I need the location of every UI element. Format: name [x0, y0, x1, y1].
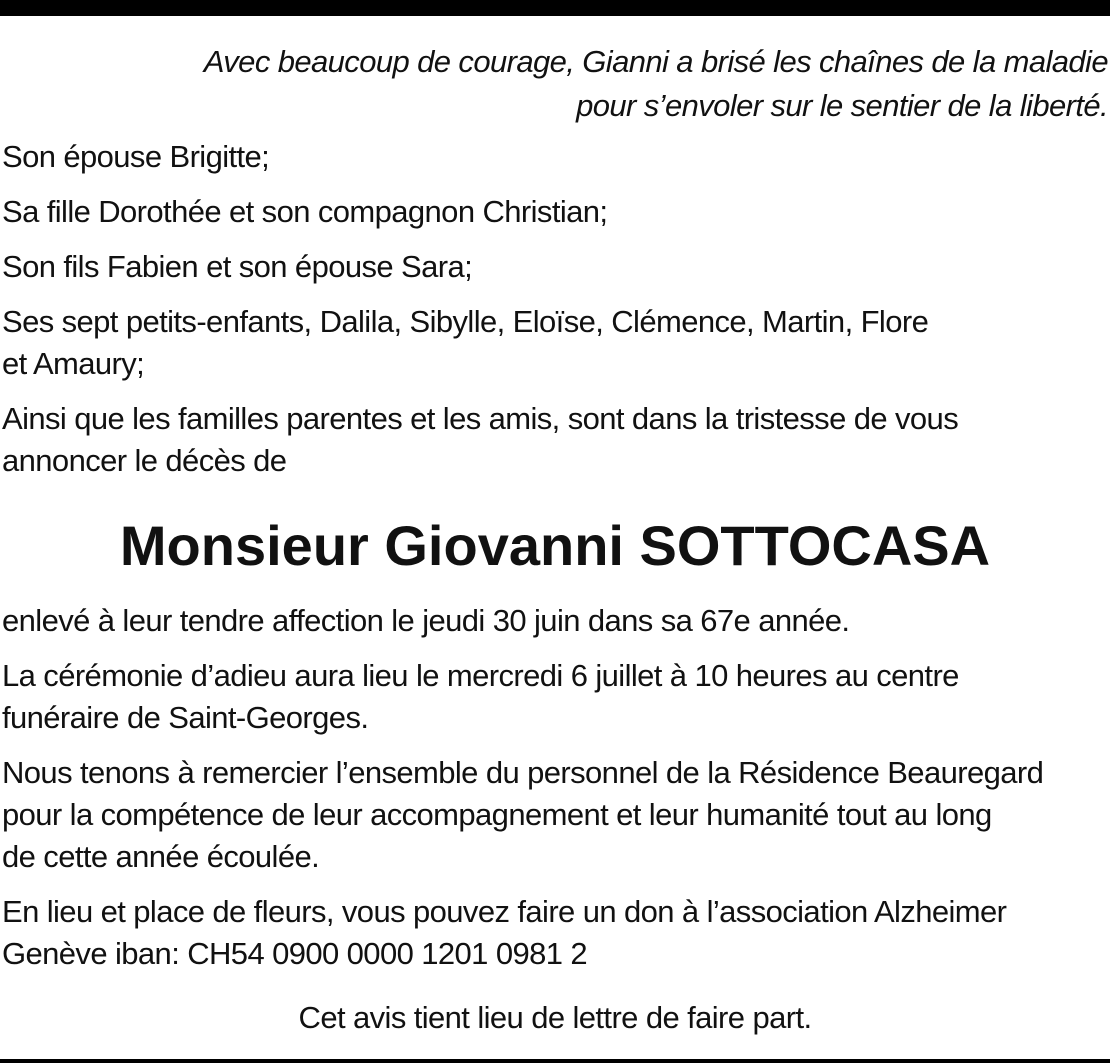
- thanks-paragraph: [2, 752, 1108, 878]
- ceremony-line-1: La cérémonie d’adieu aura lieu le mercredi 6 juillet à 10 heures au centre: [2, 658, 959, 693]
- epigraph-line-1: Avec beaucoup de courage, Gianni a brisé les chaînes de la maladie: [203, 44, 1108, 79]
- closing-note: Cet avis tient lieu de lettre de faire part.: [298, 1000, 812, 1035]
- grandchildren-line-1: Ses sept petits-enfants, Dalila, Sibylle, Eloïse, Clémence, Martin, Flore: [2, 304, 929, 339]
- ceremony-line-2: funéraire de Saint-Georges.: [2, 700, 369, 735]
- top-border-rule: [0, 0, 1110, 16]
- death-announcement: enlevé à leur tendre affection le jeudi 30 juin dans sa 67e année.: [2, 603, 850, 638]
- family-relatives: [2, 398, 1108, 482]
- donation-line-2: Genève iban: CH54 0900 0000 1201 0981 2: [2, 936, 588, 971]
- family-spouse: Son épouse Brigitte;: [2, 139, 270, 174]
- deceased-name: Monsieur Giovanni SOTTOCASA: [119, 514, 991, 577]
- donation-paragraph: [2, 891, 1108, 975]
- obituary-notice: [2, 40, 1108, 1039]
- donation-line-1: En lieu et place de fleurs, vous pouvez faire un don à l’association Alzheimer: [2, 894, 1007, 929]
- family-daughter: Sa fille Dorothée et son compagnon Christian;: [2, 194, 608, 229]
- relatives-line-1: Ainsi que les familles parentes et les amis, sont dans la tristesse de vous: [2, 401, 959, 436]
- thanks-line-1: Nous tenons à remercier l’ensemble du personnel de la Résidence Beauregard: [2, 755, 1044, 790]
- thanks-line-3: de cette année écoulée.: [2, 839, 320, 874]
- grandchildren-line-2: et Amaury;: [2, 346, 145, 381]
- family-son: Son fils Fabien et son épouse Sara;: [2, 249, 473, 284]
- bottom-border-rule: [0, 1059, 1110, 1063]
- epigraph: [2, 40, 1108, 128]
- family-grandchildren: [2, 301, 1108, 385]
- relatives-line-2: annoncer le décès de: [2, 443, 287, 478]
- thanks-line-2: pour la compétence de leur accompagnement et leur humanité tout au long: [2, 797, 992, 832]
- ceremony-details: [2, 655, 1108, 739]
- epigraph-line-2: pour s’envoler sur le sentier de la liberté.: [576, 88, 1108, 123]
